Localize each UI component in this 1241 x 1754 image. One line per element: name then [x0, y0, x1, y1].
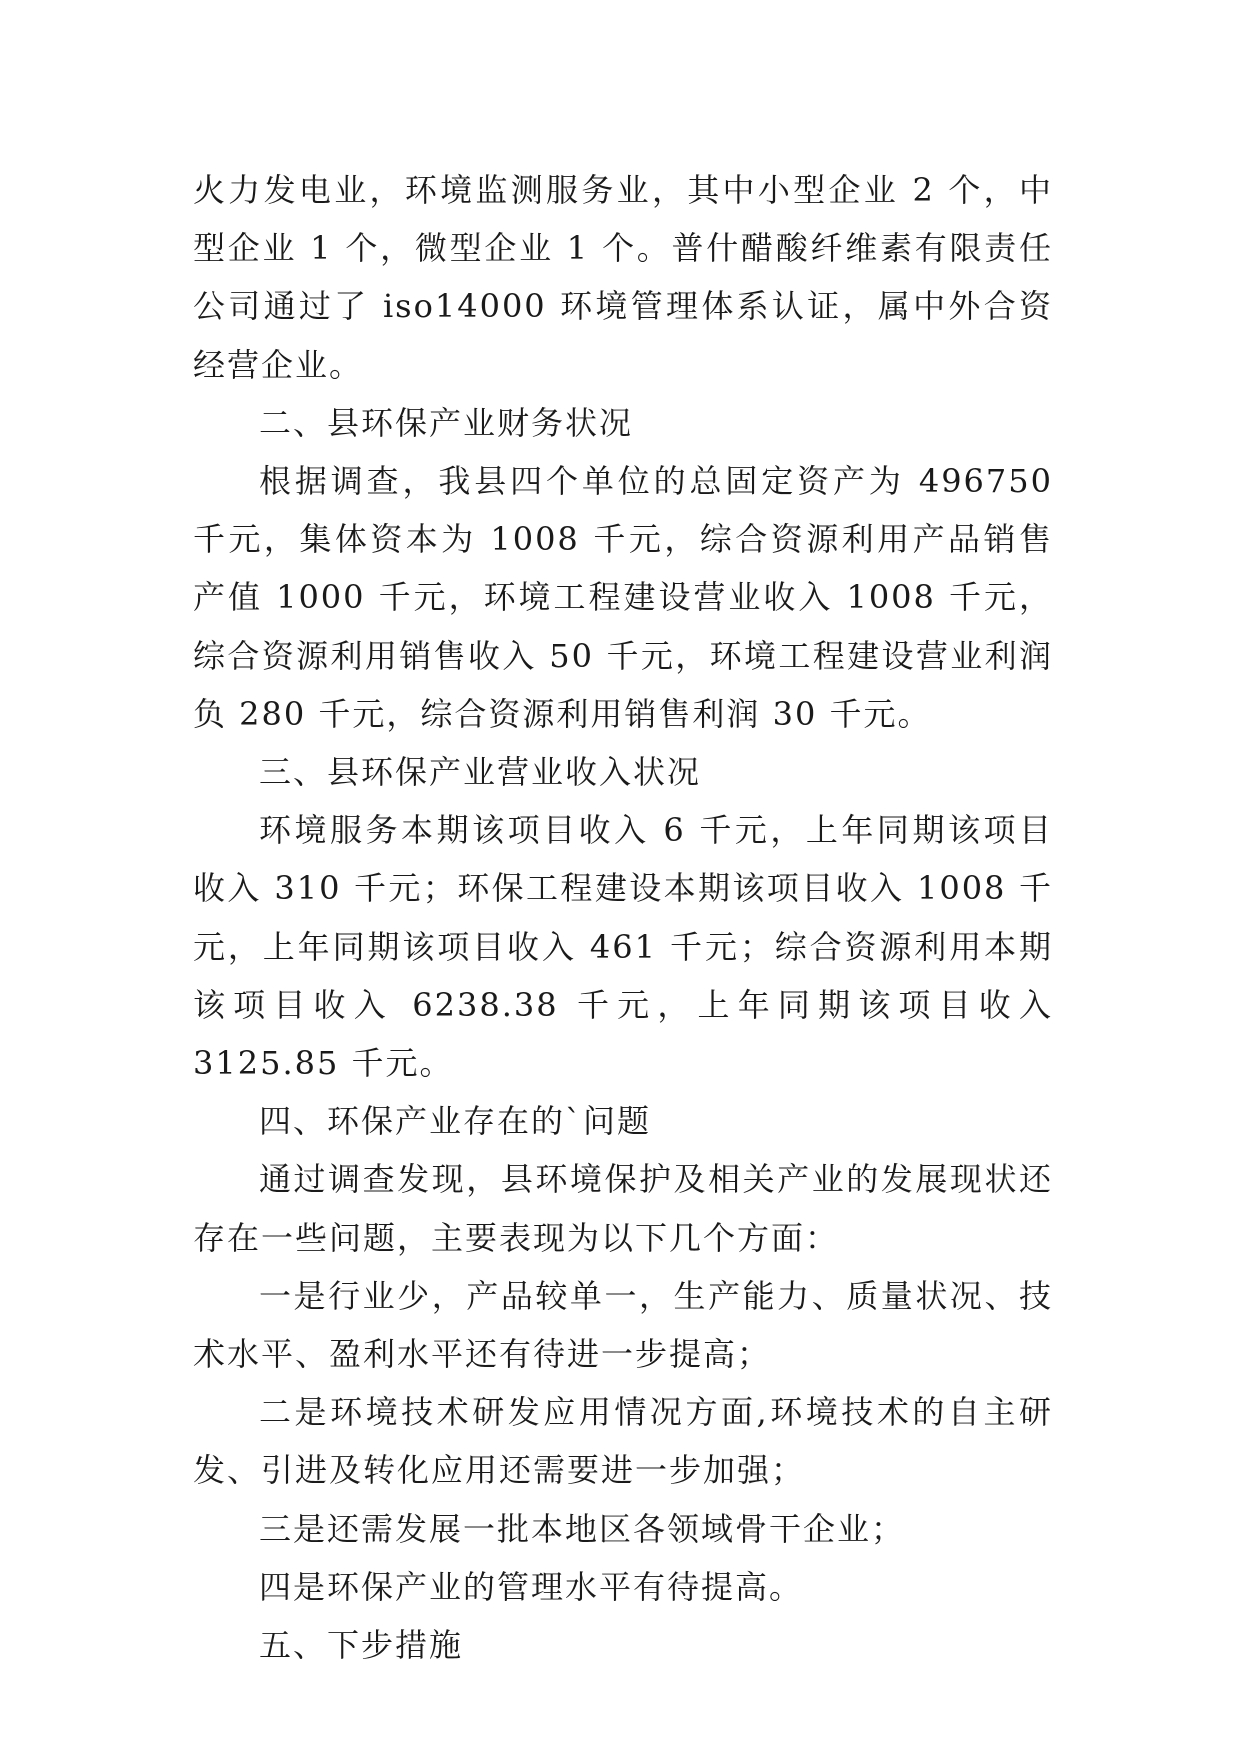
- paragraph-revenue: 环境服务本期该项目收入 6 千元，上年同期该项目收入 310 千元；环保工程建设本期该项目收入 1008 千元，上年同期该项目收入 461 千元；综合资源利用本期该项目收入 6238.38 千元，上年同期该项目收入 3125.85 千元。: [193, 811, 1053, 1083]
- paragraph-problems-intro: 通过调查发现，县环境保护及相关产业的发展现状还存在一些问题，主要表现为以下几个方面：: [193, 1160, 1053, 1257]
- paragraph-problem-3: 三是还需发展一批本地区各领域骨干企业；: [259, 1509, 906, 1548]
- document-body: [193, 161, 1053, 1674]
- paragraph-problem-4: 四是环保产业的管理水平有待提高。: [259, 1567, 804, 1606]
- paragraph-intro-continuation: 火力发电业，环境监测服务业，其中小型企业 2 个，中型企业 1 个，微型企业 1 个。普什醋酸纤维素有限责任公司通过了 iso14000 环境管理体系认证，属中外合资经营企业。: [193, 171, 1053, 384]
- paragraph-problem-1: 一是行业少，产品较单一，生产能力、质量状况、技术水平、盈利水平还有待进一步提高；: [193, 1276, 1053, 1374]
- paragraph-problem-2: 二是环境技术研发应用情况方面,环境技术的自主研发、引进及转化应用还需要进一步加强；: [193, 1393, 1053, 1490]
- section-heading-finance: 二、县环保产业财务状况: [259, 403, 634, 442]
- section-heading-problems: 四、环保产业存在的`问题: [259, 1102, 652, 1141]
- section-heading-next-steps: 五、下步措施: [259, 1626, 464, 1665]
- section-heading-revenue: 三、县环保产业营业收入状况: [259, 753, 702, 792]
- paragraph-finance: 根据调查，我县四个单位的总固定资产为 496750 千元，集体资本为 1008 千元，综合资源利用产品销售产值 1000 千元，环境工程建设营业收入 1008 千元，综合资源利用销售收入 50 千元，环境工程建设营业利润负 280 千元，综合资源利用销售利润 30 千元。: [193, 462, 1053, 733]
